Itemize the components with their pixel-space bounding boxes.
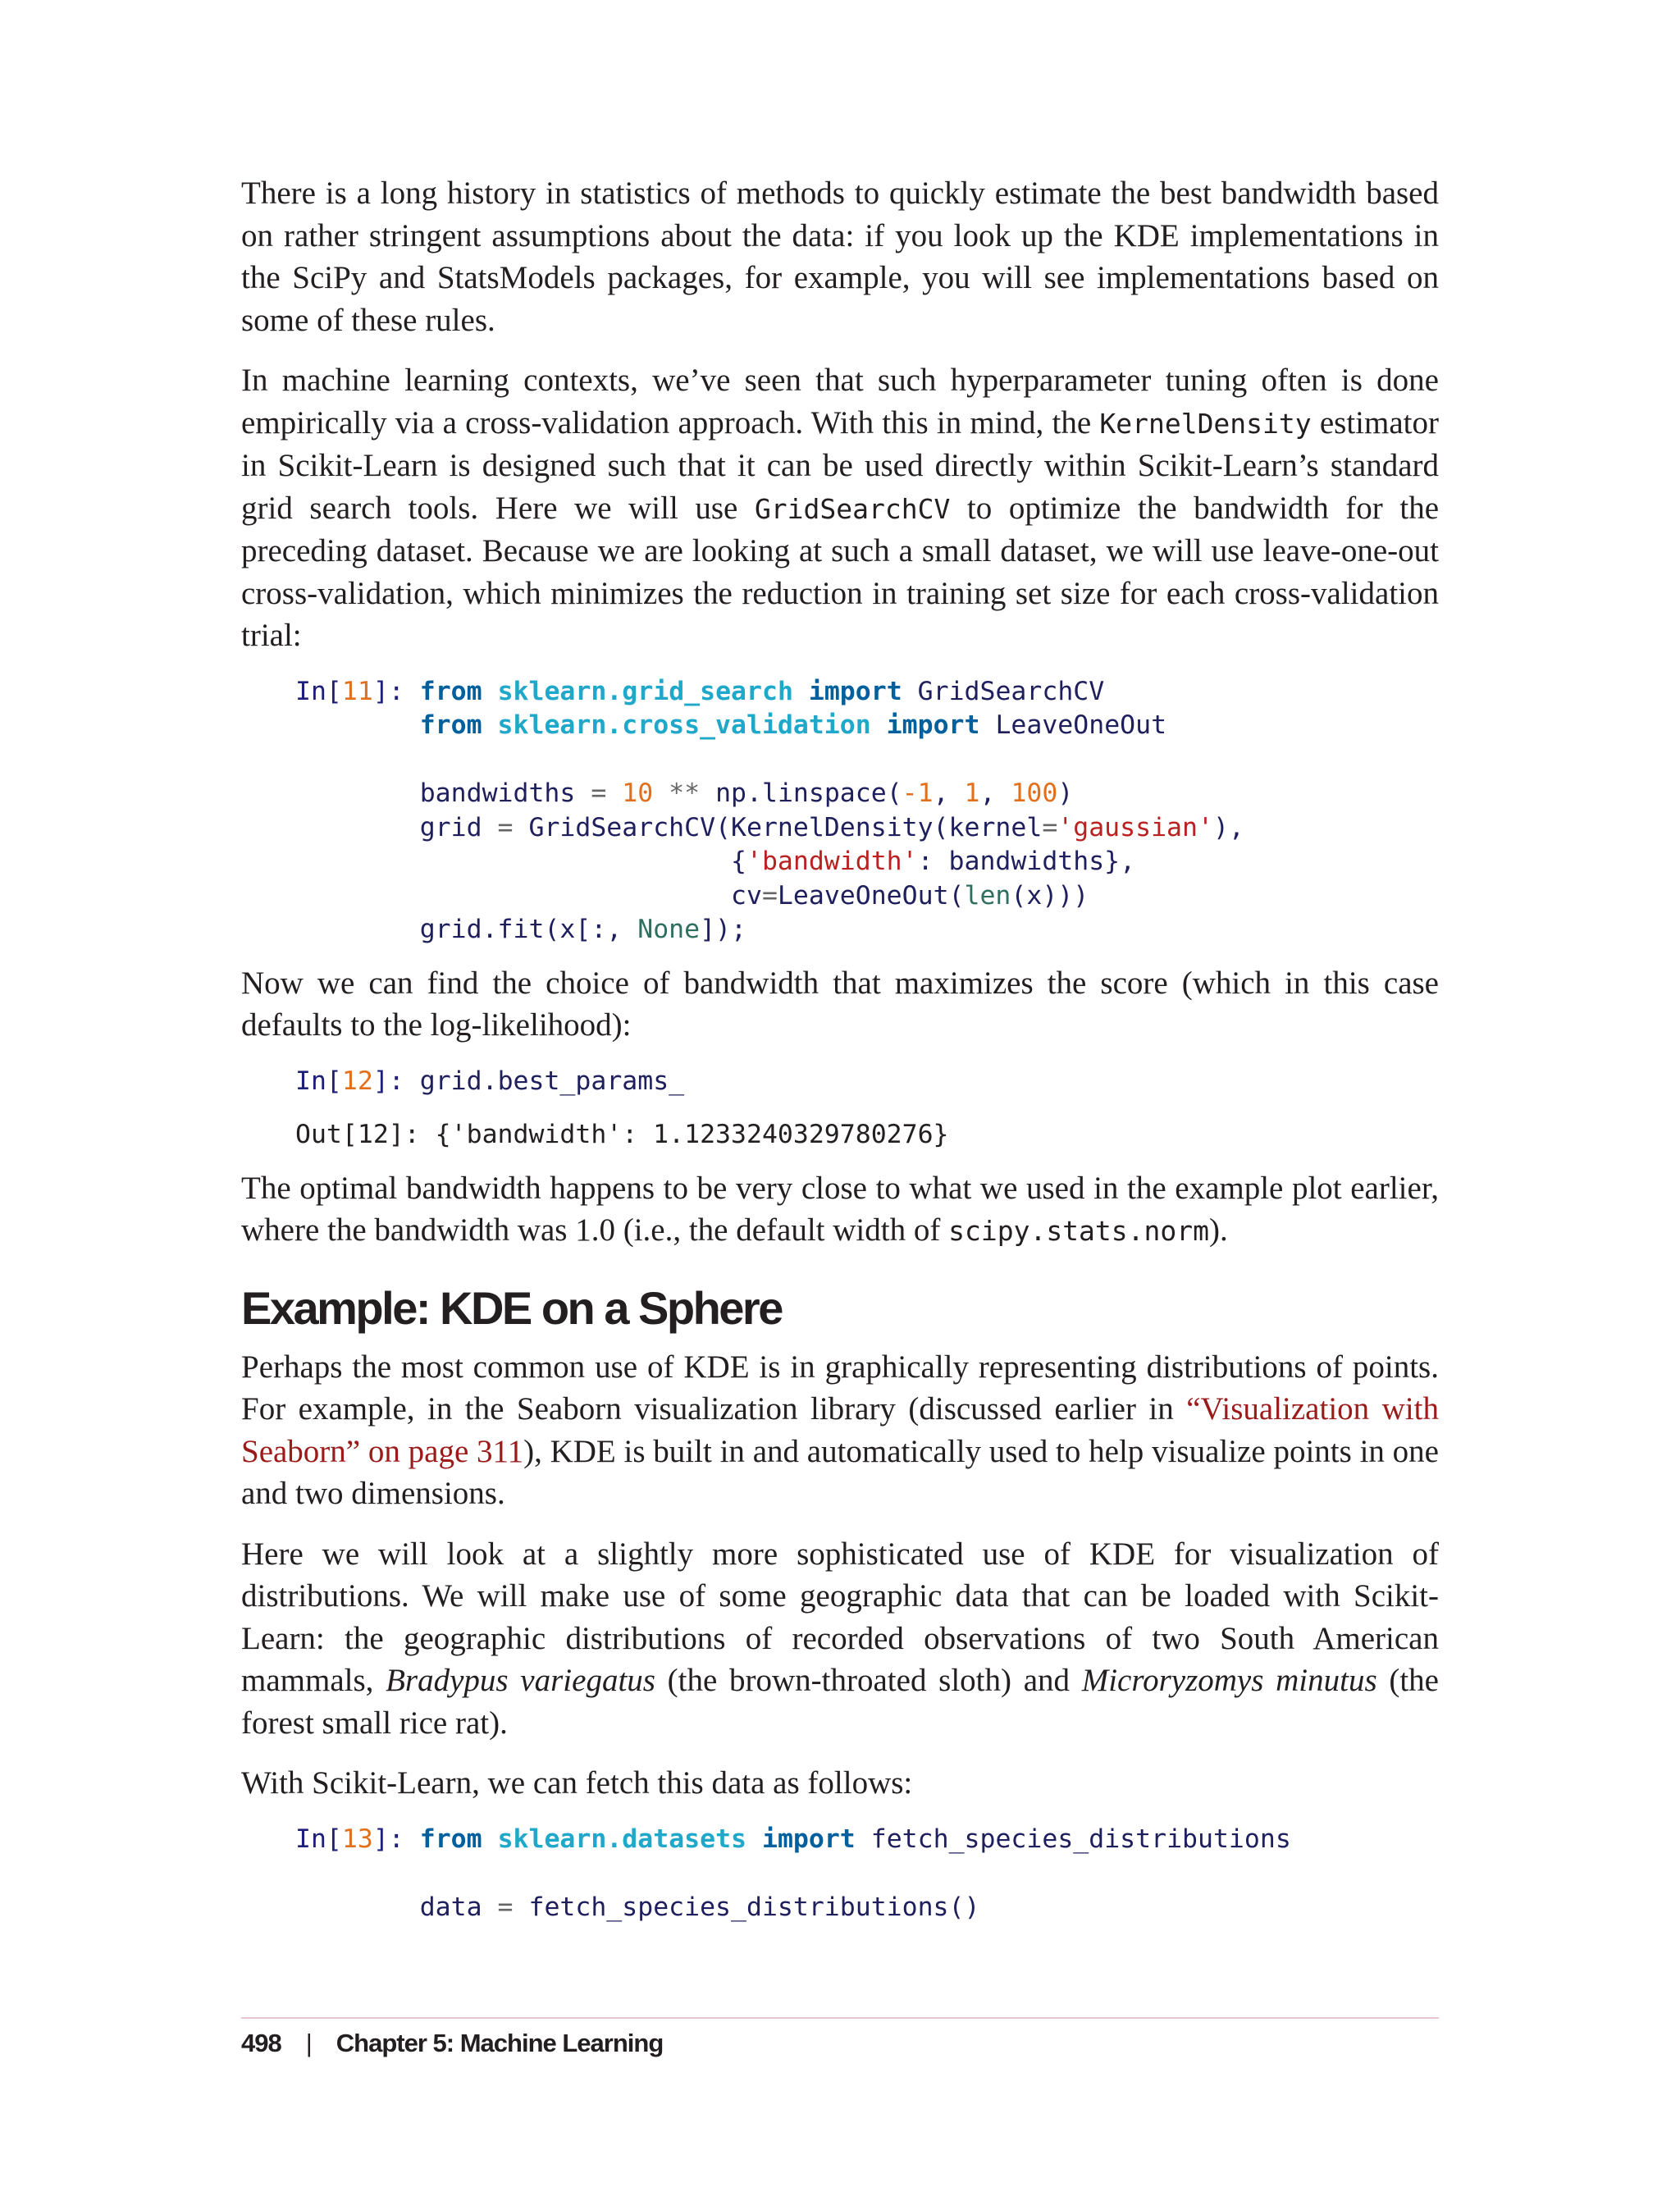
code-line: data = fetch_species_distributions() — [419, 1892, 980, 1922]
code-line: In[13]: from sklearn.datasets import fetch_species_distributions — [295, 1824, 1291, 1854]
code-cell-13 — [295, 1823, 1439, 1925]
paragraph-optimal-bandwidth: The optimal bandwidth happens to be very close to what we used in the example plot earlier, where the bandwidth was 1.0 (i.e., the default width of scipy.stats.norm). — [241, 1170, 1439, 1248]
inline-code-gridsearchcv: GridSearchCV — [754, 492, 951, 525]
paragraph-maximize-score: Now we can find the choice of bandwidth that maximizes the score (which in this case defaults to the log-likelihood): — [241, 965, 1439, 1043]
code-line: In[12]: grid.best_params_ — [295, 1066, 685, 1096]
cross-reference-link[interactable]: “Visualization with Seaborn” on page 311 — [241, 1391, 1439, 1469]
footer-separator: | — [305, 2029, 312, 2057]
page-body — [241, 172, 1439, 1939]
code-line: {'bandwidth': bandwidths}, — [731, 847, 1136, 876]
code-line: grid.fit(x[:, None]); — [419, 915, 746, 944]
paragraph-fetch-data: With Scikit-Learn, we can fetch this data as follows: — [241, 1765, 913, 1801]
code-line: grid = GridSearchCV(KernelDensity(kernel='gaussian'), — [419, 812, 1244, 842]
code-line-blank — [295, 1098, 1439, 1118]
code-cell-11 — [295, 675, 1439, 947]
code-cell-12 — [295, 1065, 1439, 1153]
code-output-12: Out[12]: {'bandwidth': 1.1233240329780276} — [295, 1120, 949, 1149]
code-line-blank — [295, 1856, 1439, 1891]
inline-code-scipy-stats-norm: scipy.stats.norm — [948, 1215, 1209, 1247]
species-name: Bradypus variegatus — [386, 1663, 655, 1698]
paragraph-cross-validation: In machine learning contexts, we’ve seen that such hyperparameter tuning often is done empirically via a cross-validation approach. With this in mind, the KernelDensity estimator in Scikit-Learn is designed such that it can be used directly within Scikit-Learn’s standard grid search tools. Here we will use GridSearchCV to optimize the bandwidth for the preceding dataset. Because we are looking at such a small dataset, we will use leave-one-out cross-validation, which minimizes the reduction in training set size for each cross-validation trial: — [241, 363, 1440, 653]
page-number: 498 — [241, 2029, 281, 2057]
paragraph-kde-common-use: Perhaps the most common use of KDE is in graphically representing distributions of points. For example, in the Seaborn visualization library (discussed earlier in “Visualization with Seaborn” on page 311), KDE is built in and automatically used to help visualize points in one and two dimensions. — [241, 1349, 1439, 1511]
section-heading: Example: KDE on a Sphere — [241, 1281, 782, 1334]
page-footer — [241, 2029, 663, 2058]
chapter-title: Chapter 5: Machine Learning — [336, 2029, 664, 2057]
code-line-blank — [295, 743, 1439, 778]
code-line: bandwidths = 10 ** np.linspace(-1, 1, 100) — [419, 778, 1074, 808]
species-name: Microryzomys minutus — [1081, 1663, 1377, 1698]
inline-code-kerneldensity: KernelDensity — [1099, 407, 1312, 440]
code-line: In[11]: from sklearn.grid_search import GridSearchCV — [295, 676, 1105, 706]
code-line: cv=LeaveOneOut(len(x))) — [731, 880, 1089, 911]
code-line: from sklearn.cross_validation import LeaveOneOut — [419, 710, 1167, 740]
paragraph-geographic-data: Here we will look at a slightly more sophisticated use of KDE for visualization of distributions. We will make use of some geographic data that can be loaded with Scikit-Learn: the geographic distributions of recorded observations of two South American mammals, Bradypus variegatus (the brown-throated sloth) and Microryzomys minutus (the forest small rice rat). — [241, 1536, 1439, 1741]
footer-rule — [241, 2017, 1439, 2019]
paragraph-bandwidth-history: There is a long history in statistics of methods to quickly estimate the best bandwidth based on rather stringent assumptions about the data: if you look up the KDE implementations in the SciPy and StatsModels packages, for example, you will see implementations based on some of these rules. — [241, 176, 1439, 338]
